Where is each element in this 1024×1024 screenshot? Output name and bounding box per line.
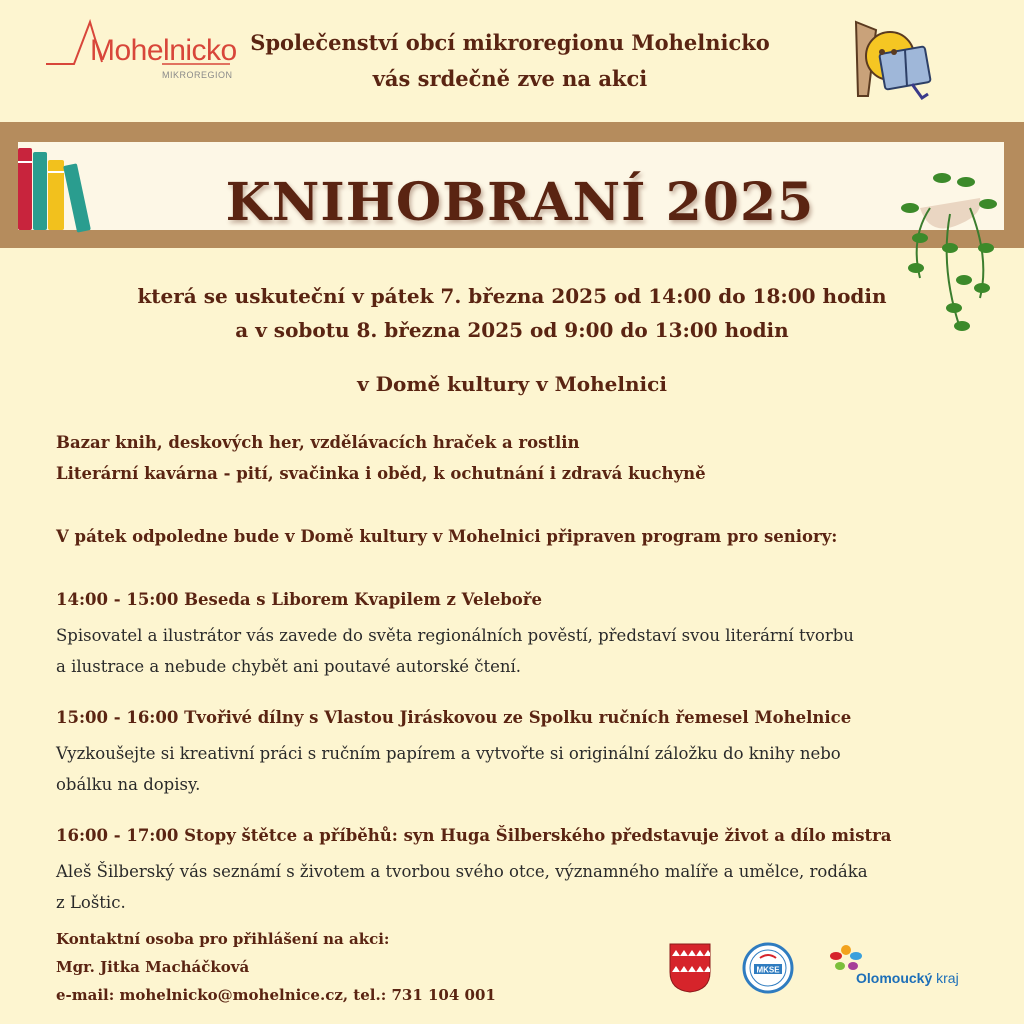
mkse-badge-text: MKSE bbox=[756, 965, 780, 975]
contact-label: Kontaktní osoba pro přihlášení na akci: bbox=[56, 930, 390, 948]
hanging-plant-icon bbox=[900, 168, 1000, 336]
logo-subtitle: MIKROREGION bbox=[162, 70, 233, 80]
event-venue: v Domě kultury v Mohelnici bbox=[357, 372, 667, 396]
info-seniors-program: V pátek odpoledne bude v Domě kultury v Mohelnici připraven program pro seniory: bbox=[56, 527, 838, 546]
program-item-desc-line: z Loštic. bbox=[56, 893, 126, 912]
contact-details: e-mail: mohelnicko@mohelnice.cz, tel.: 731 104 001 bbox=[56, 986, 496, 1004]
sun-reading-mascot-icon bbox=[846, 14, 942, 104]
program-item-desc-line: Vyzkoušejte si kreativní práci s ručním papírem a vytvořte si originální záložku do knihy nebo bbox=[56, 744, 841, 763]
header-invitation: vás srdečně zve na akci bbox=[372, 66, 648, 91]
mkse-badge-icon bbox=[742, 942, 794, 994]
info-bazar: Bazar knih, deskových her, vzdělávacích hraček a rostlin bbox=[56, 433, 580, 452]
program-item-desc-line: Spisovatel a ilustrátor vás zavede do světa regionálních pověstí, představí svou literární tvorbu bbox=[56, 626, 854, 645]
program-item-desc-line: Aleš Šilberský vás seznámí s životem a tvorbou svého otce, významného malíře a umělce, rodáka bbox=[56, 862, 868, 881]
schedule-friday: která se uskuteční v pátek 7. března 2025 od 14:00 do 18:00 hodin bbox=[137, 284, 887, 308]
program-item-description bbox=[56, 738, 972, 800]
program-item-description bbox=[56, 620, 972, 682]
program-item-title: 16:00 - 17:00 Stopy štětce a příběhů: syn Huga Šilberského představuje život a dílo mistra bbox=[56, 826, 892, 845]
event-title: KNIHOBRANÍ 2025 bbox=[225, 172, 815, 233]
olomoucky-kraj-logo-icon bbox=[826, 944, 976, 994]
region-name: Olomoucký bbox=[856, 970, 933, 986]
program-item-desc-line: obálku na dopisy. bbox=[56, 775, 201, 794]
logo-text: Mohelnicko bbox=[90, 34, 237, 67]
program-item-title: 15:00 - 16:00 Tvořivé dílny s Vlastou Jiráskovou ze Spolku ručních řemesel Mohelnice bbox=[56, 708, 852, 727]
books-icon bbox=[18, 142, 102, 234]
info-cafe: Literární kavárna - pití, svačinka i oběd, k ochutnání i zdravá kuchyně bbox=[56, 464, 706, 483]
mohelnicko-logo bbox=[44, 16, 237, 86]
header-organizer: Společenství obcí mikroregionu Mohelnicko bbox=[250, 30, 770, 55]
program-item-title: 14:00 - 15:00 Beseda s Liborem Kvapilem z Veleboře bbox=[56, 590, 542, 609]
contact-name: Mgr. Jitka Macháčková bbox=[56, 958, 250, 976]
region-suffix: kraj bbox=[936, 970, 959, 986]
schedule-saturday: a v sobotu 8. března 2025 od 9:00 do 13:00 hodin bbox=[235, 318, 789, 342]
coat-of-arms-icon bbox=[668, 942, 712, 994]
program-item-desc-line: a ilustrace a nebude chybět ani poutavé autorské čtení. bbox=[56, 657, 522, 676]
program-item-description bbox=[56, 856, 972, 918]
